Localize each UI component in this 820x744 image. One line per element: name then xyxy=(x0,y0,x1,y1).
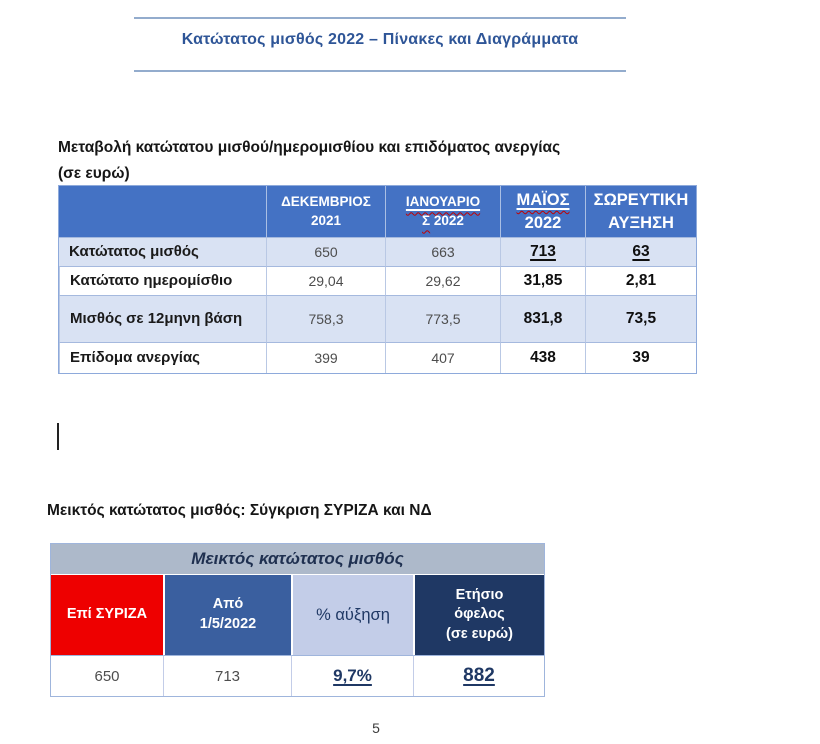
table1-col-january-2022 xyxy=(385,186,500,237)
section1-heading xyxy=(58,135,560,186)
table2-col-annual-benefit xyxy=(413,574,544,655)
table1-cell: 438 xyxy=(500,342,585,373)
section1-heading-line1: Μεταβολή κατώτατου μισθού/ημερομισθίου και επιδόματος ανεργίας xyxy=(58,139,561,156)
from-label-line1: Από xyxy=(212,596,244,613)
table1-row-label: Επίδομα ανεργίας xyxy=(59,342,266,373)
table1-cell: 831,8 xyxy=(500,295,585,342)
cumulative-value-underlined: 63 xyxy=(632,243,650,260)
january-sigma: Σ xyxy=(422,212,431,228)
table1-row-label: Μισθός σε 12μηνη βάση xyxy=(59,295,266,342)
table1-cell: 773,5 xyxy=(385,295,500,342)
table2-value-from: 713 xyxy=(163,655,291,696)
table1-col-may-2022 xyxy=(500,186,585,237)
january-label-underline xyxy=(406,193,480,211)
text-cursor xyxy=(57,423,59,450)
table1-cell: 399 xyxy=(266,342,385,373)
table1-cell: 39 xyxy=(585,342,696,373)
table1-col-cumulative-increase xyxy=(585,186,696,237)
table1-row-label: Κατώτατος μισθός xyxy=(59,237,266,266)
table1-cell: 407 xyxy=(385,342,500,373)
table1-cell xyxy=(500,237,585,266)
wage-change-table xyxy=(58,185,697,374)
table2-value-benefit xyxy=(413,655,544,696)
from-label-line2: 1/5/2022 xyxy=(199,616,257,632)
gross-wage-comparison-table xyxy=(50,543,545,697)
table1-cell: 31,85 xyxy=(500,266,585,295)
benefit-value-underlined: 882 xyxy=(463,665,495,686)
document-title: Κατώτατος μισθός 2022 – Πίνακες και Διαγράμματα xyxy=(181,31,579,48)
may-value-underlined: 713 xyxy=(530,243,556,260)
table2-col-pct-increase: % αύξηση xyxy=(291,574,413,655)
cumulative-label-line2: ΑΥΞΗΣΗ xyxy=(608,213,674,232)
may-label-underline xyxy=(517,189,570,211)
december-label: ΔΕΚΕΜΒΡΙΟΣ xyxy=(281,194,371,210)
table1-cell: 663 xyxy=(385,237,500,266)
table2-col-syriza: Επί ΣΥΡΙΖΑ xyxy=(51,574,163,655)
table1-cell: 73,5 xyxy=(585,295,696,342)
table1-col-december-2021 xyxy=(266,186,385,237)
table2-col-from-date xyxy=(163,574,291,655)
table1-cell: 650 xyxy=(266,237,385,266)
cumulative-label-line1: ΣΩΡΕΥΤΙΚΗ xyxy=(593,191,689,210)
section1-heading-line2: (σε ευρώ) xyxy=(58,164,130,182)
page-number: 5 xyxy=(372,720,380,736)
pct-value-underlined: 9,7% xyxy=(333,666,372,685)
table1-cell: 758,3 xyxy=(266,295,385,342)
benefit-label-line3: (σε ευρώ) xyxy=(445,625,514,642)
table2-value-syriza: 650 xyxy=(51,655,163,696)
december-year: 2021 xyxy=(310,212,342,228)
table1-cell: 29,62 xyxy=(385,266,500,295)
january-label: ΙΑΝΟΥΑΡΙΟ xyxy=(405,194,481,210)
january-year xyxy=(422,212,464,230)
table1-row-label: Κατώτατο ημερομίσθιο xyxy=(59,266,266,295)
header-rule-top xyxy=(134,17,626,19)
header-rule-bottom xyxy=(134,70,626,72)
table1-cell: 29,04 xyxy=(266,266,385,295)
table2-value-pct xyxy=(291,655,413,696)
table1-col-empty xyxy=(59,186,266,237)
section2-heading: Μεικτός κατώτατος μισθός: Σύγκριση ΣΥΡΙΖΑ και ΝΔ xyxy=(47,502,432,519)
may-label: ΜΑΪΟΣ xyxy=(516,191,570,210)
benefit-label-line2: όφελος xyxy=(454,606,505,623)
january-year-number: 2022 xyxy=(433,212,464,228)
table2-title: Μεικτός κατώτατος μισθός xyxy=(51,544,544,574)
table1-cell xyxy=(585,237,696,266)
benefit-label-line1: Ετήσιο xyxy=(455,586,504,603)
table1-cell: 2,81 xyxy=(585,266,696,295)
may-year: 2022 xyxy=(524,213,562,232)
